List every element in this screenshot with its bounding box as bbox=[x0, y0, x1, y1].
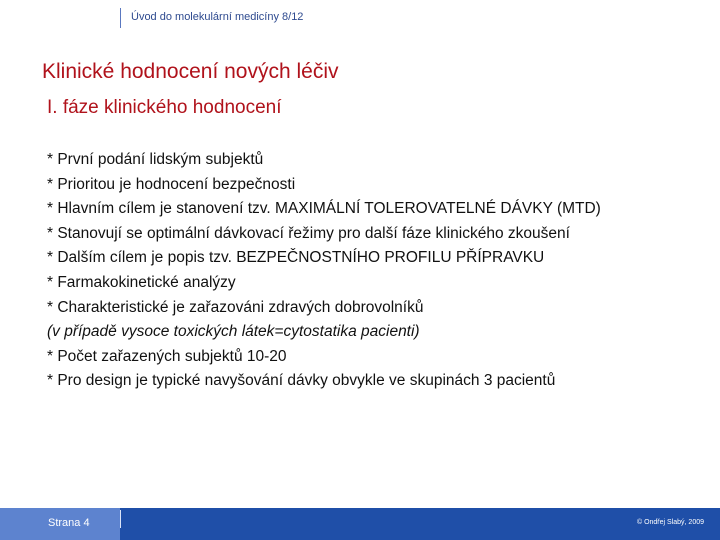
bullet-item: * Stanovují se optimální dávkovací řežimy pro další fáze klinického zkoušení bbox=[47, 224, 570, 242]
slide-title: Klinické hodnocení nových léčiv bbox=[42, 60, 339, 83]
copyright: © Ondřej Slabý, 2009 bbox=[636, 519, 704, 526]
bullet-note: (v případě vysoce toxických látek=cytostatika pacienti) bbox=[47, 323, 420, 341]
bullet-item: * První podání lidským subjektů bbox=[47, 151, 264, 168]
header-divider bbox=[120, 8, 121, 28]
bullet-list bbox=[47, 148, 601, 394]
bullet-item: * Dalším cílem je popis tzv. BEZPEČNOSTNÍHO PROFILU PŘÍPRAVKU bbox=[47, 249, 545, 267]
footer-divider bbox=[120, 510, 121, 528]
course-header: Úvod do molekulární medicíny 8/12 bbox=[131, 11, 304, 23]
bullet-item: * Farmakokinetické analýzy bbox=[47, 273, 236, 291]
bullet-item: * Hlavním cílem je stanovení tzv. MAXIMÁLNÍ TOLEROVATELNÉ DÁVKY (MTD) bbox=[47, 200, 601, 218]
bullet-item: * Pro design je typické navyšování dávky obvykle ve skupinách 3 pacientů bbox=[47, 372, 556, 390]
page-number: Strana 4 bbox=[48, 517, 90, 529]
bullet-item: * Charakteristické je zařazováni zdravých dobrovolníků bbox=[47, 298, 424, 316]
bullet-item: * Prioritou je hodnocení bezpečnosti bbox=[47, 175, 296, 193]
bullet-item: * Počet zařazených subjektů 10-20 bbox=[47, 347, 287, 365]
slide-subtitle: I. fáze klinického hodnocení bbox=[47, 97, 282, 118]
